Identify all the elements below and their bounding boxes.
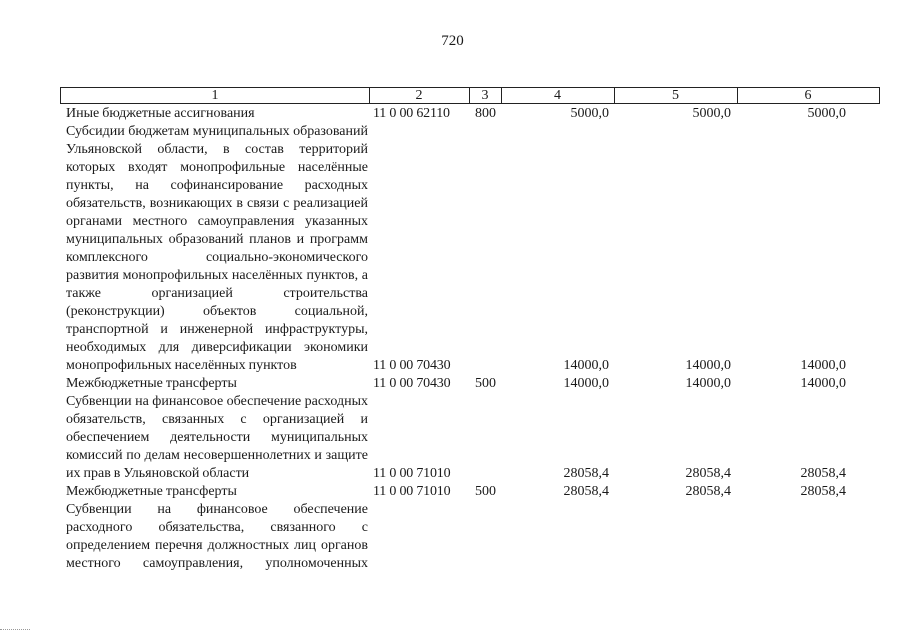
page-edge-mark xyxy=(0,629,30,630)
row-value-col6: 14000,0 xyxy=(800,358,846,373)
row-value-col6: 28058,4 xyxy=(800,466,846,481)
table-body xyxy=(60,105,880,573)
row-description: Иные бюджетные ассигнования xyxy=(66,106,255,121)
table-row xyxy=(60,483,880,501)
row-value-col4: 28058,4 xyxy=(563,466,609,481)
header-col-1: 1 xyxy=(211,88,219,103)
row-description: Субсидии бюджетам муниципальных образований Ульяновской области, в состав территорий которых входят монопрофильные населённые пункты, на софинансирование расходных обязательств, возникающих в связи с реализацией органами местного самоуправления указанных муниципальных образований планов и программ комплексного социально-экономического развития монопрофильных населённых пунктов, а также организацией строительства (реконструкции) объектов социальной, транспортной и инженерной инфраструктуры, необходимых для диверсификации экономики монопрофильных населённых пунктов xyxy=(66,124,368,373)
table-header xyxy=(60,87,880,104)
header-col-3: 3 xyxy=(481,88,489,103)
row-value-col5: 5000,0 xyxy=(692,106,731,121)
row-expense-type: 500 xyxy=(475,484,496,499)
row-value-col6: 28058,4 xyxy=(800,484,846,499)
row-value-col4: 14000,0 xyxy=(563,376,609,391)
row-value-col4: 5000,0 xyxy=(570,106,609,121)
header-col-4: 4 xyxy=(554,88,561,103)
table-row xyxy=(60,123,880,375)
row-description: Субвенции на финансовое обеспечение расходных обязательств, связанных с организацией и обеспечением деятельности муниципальных комиссий по делам несовершеннолетних и защите их прав в Ульяновской области xyxy=(66,394,368,481)
row-value-col4: 28058,4 xyxy=(563,484,609,499)
row-value-col5: 28058,4 xyxy=(685,484,731,499)
row-code: 11 0 00 70430 xyxy=(373,376,451,391)
row-value-col6: 5000,0 xyxy=(807,106,846,121)
row-code: 11 0 00 62110 xyxy=(373,106,450,121)
header-col-2: 2 xyxy=(415,88,423,103)
row-description: Межбюджетные трансферты xyxy=(66,376,237,391)
row-value-col5: 14000,0 xyxy=(685,376,731,391)
row-description: Межбюджетные трансферты xyxy=(66,484,237,499)
row-code: 11 0 00 71010 xyxy=(373,484,451,499)
header-col-5: 5 xyxy=(672,88,679,103)
row-value-col5: 14000,0 xyxy=(685,358,731,373)
table-row xyxy=(60,501,880,573)
header-col-6: 6 xyxy=(804,88,812,103)
row-expense-type: 800 xyxy=(475,106,496,121)
table-row xyxy=(60,105,880,123)
row-value-col5: 28058,4 xyxy=(685,466,731,481)
page-number: 720 xyxy=(441,33,464,49)
row-code: 11 0 00 71010 xyxy=(373,466,451,481)
table-row xyxy=(60,393,880,483)
row-description: Субвенции на финансовое обеспечение расходного обязательства, связанного с определением перечня должностных лиц органов местного самоуправления, уполномоченных xyxy=(66,502,368,571)
table-row xyxy=(60,375,880,393)
row-value-col4: 14000,0 xyxy=(563,358,609,373)
row-expense-type: 500 xyxy=(475,376,496,391)
row-value-col6: 14000,0 xyxy=(800,376,846,391)
row-code: 11 0 00 70430 xyxy=(373,358,451,373)
